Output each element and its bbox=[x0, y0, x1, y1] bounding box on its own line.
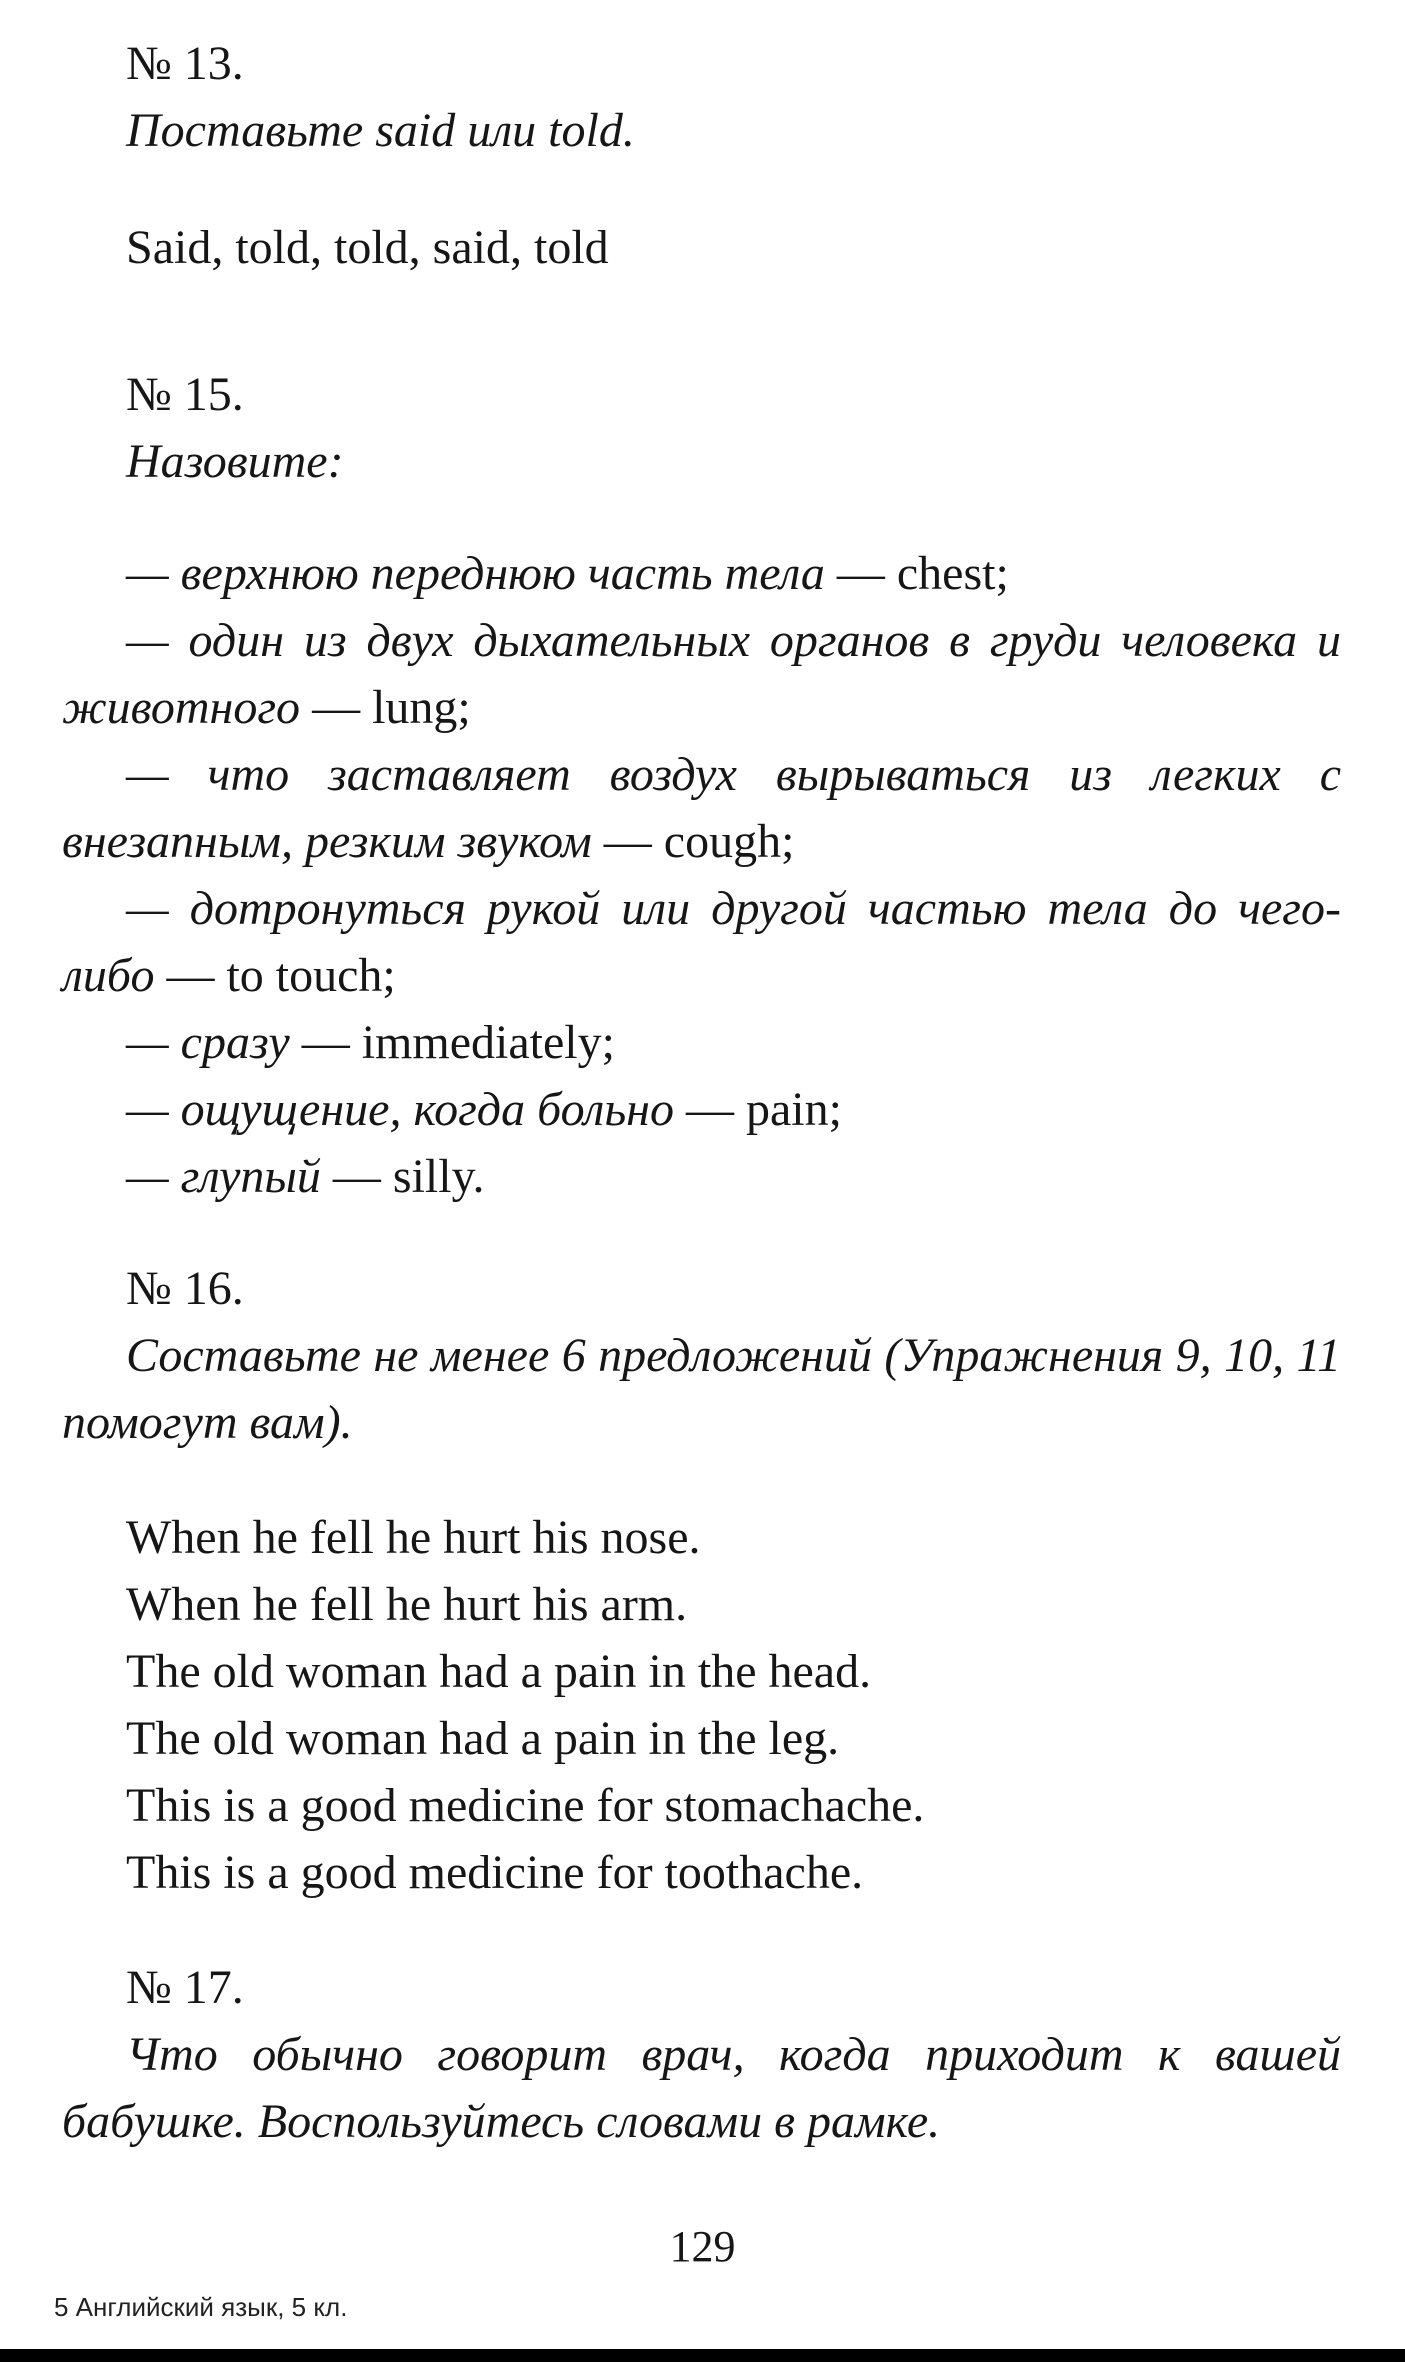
sentence-line: The old woman had a pain in the head. bbox=[126, 1645, 872, 1698]
exercise-13-answer: Said, told, told, said, told bbox=[126, 221, 609, 274]
definition-item bbox=[62, 540, 1341, 607]
definition-list bbox=[62, 540, 1341, 1210]
sentence-list bbox=[62, 1504, 1341, 1906]
definition-item bbox=[62, 607, 1341, 741]
sentence-line: This is a good medicine for stomachache. bbox=[126, 1779, 925, 1832]
ru-definition: — дотронуться рукой или другой частью тела до чего-либо bbox=[62, 882, 1341, 1002]
sentence-line: When he fell he hurt his nose. bbox=[126, 1511, 701, 1564]
exercise-13-task: Поставьте said или told. bbox=[126, 104, 635, 157]
en-term: — pain; bbox=[685, 1083, 842, 1136]
exercise-13-heading: № 13. bbox=[126, 37, 244, 90]
ru-definition: — сразу bbox=[126, 1016, 302, 1069]
sentence-line: When he fell he hurt his arm. bbox=[126, 1578, 688, 1631]
en-term: — immediately; bbox=[301, 1016, 615, 1069]
exercise-17-heading: № 17. bbox=[126, 1961, 244, 2014]
ru-definition: — верхнюю переднюю часть тела bbox=[126, 547, 837, 600]
exercise-16-task: Составьте не менее 6 предложений (Упражнения 9, 10, 11 помогут вам). bbox=[62, 1329, 1341, 1449]
definition-item bbox=[62, 741, 1341, 875]
ru-definition: — один из двух дыхательных органов в груди человека и животного bbox=[62, 614, 1341, 734]
definition-item bbox=[62, 1076, 1341, 1143]
exercise-16-heading: № 16. bbox=[126, 1262, 244, 1315]
sentence-line: This is a good medicine for toothache. bbox=[126, 1846, 864, 1899]
en-term: — silly. bbox=[332, 1150, 485, 1203]
ru-definition: — что заставляет воздух вырываться из легких с внезапным, резким звуком bbox=[62, 748, 1341, 868]
en-term: — cough; bbox=[603, 815, 795, 868]
ru-definition: — глупый bbox=[126, 1150, 333, 1203]
en-term: — chest; bbox=[836, 547, 1009, 600]
en-term: — to touch; bbox=[166, 949, 396, 1002]
exercise-15-task: Назовите: bbox=[126, 435, 344, 488]
definition-item bbox=[62, 1143, 1341, 1210]
exercise-17-task: Что обычно говорит врач, когда приходит к вашей бабушке. Воспользуйтесь словами в рамке. bbox=[62, 2028, 1341, 2148]
en-term: — lung; bbox=[312, 681, 471, 734]
ru-definition: — ощущение, когда больно bbox=[126, 1083, 686, 1136]
exercise-15-heading: № 15. bbox=[126, 368, 244, 421]
page-number: 129 bbox=[669, 2222, 736, 2271]
definition-item bbox=[62, 875, 1341, 1009]
sentence-line: The old woman had a pain in the leg. bbox=[126, 1712, 840, 1765]
scan-edge-bar bbox=[0, 2349, 1405, 2362]
print-signature: 5 Английский язык, 5 кл. bbox=[54, 2292, 348, 2322]
definition-item bbox=[62, 1009, 1341, 1076]
